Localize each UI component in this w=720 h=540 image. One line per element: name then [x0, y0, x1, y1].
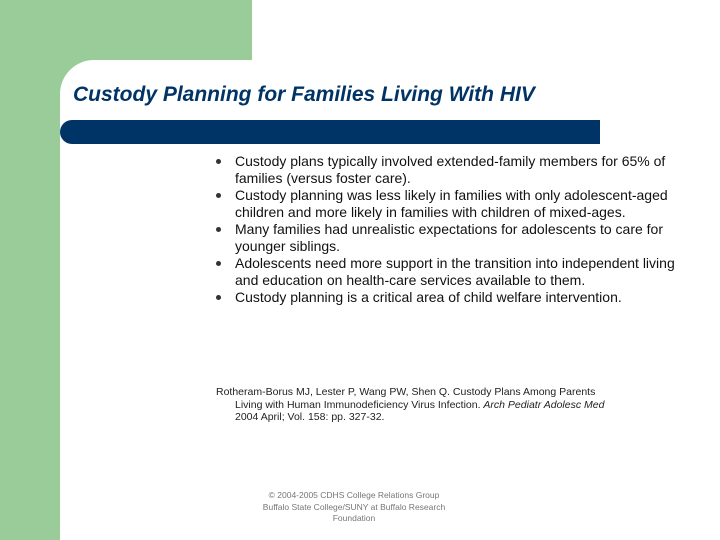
title-underline-bar: [60, 120, 600, 144]
bullet-dot-icon: [216, 227, 221, 232]
bullet-list: [216, 153, 681, 307]
citation-authors-title: Rotheram-Borus MJ, Lester P, Wang PW, Shen Q. Custody Plans Among Parents: [216, 386, 596, 398]
copyright-footer: [234, 490, 474, 525]
citation-details: 2004 April; Vol. 158: pp. 327-32.: [235, 411, 385, 423]
citation-title-text: Living with Human Immunodeficiency Virus Infection.: [235, 398, 484, 411]
citation-reference: [216, 386, 691, 424]
bullet-item: [216, 289, 681, 306]
bullet-item: [216, 153, 681, 186]
slide-title: Custody Planning for Families Living With HIV: [73, 83, 535, 106]
bullet-text: Custody planning is a critical area of child welfare intervention.: [235, 289, 622, 305]
bullet-text: Custody planning was less likely in families with only adolescent-aged children and more likely in families with children of mixed-ages.: [235, 187, 668, 220]
bullet-dot-icon: [216, 295, 221, 300]
bullet-dot-icon: [216, 193, 221, 198]
footer-line: Buffalo State College/SUNY at Buffalo Research: [262, 501, 446, 512]
bullet-dot-icon: [216, 261, 221, 266]
bullet-item: [216, 221, 681, 254]
bullet-text: Custody plans typically involved extended-family members for 65% of families (versus foster care).: [235, 153, 666, 186]
bullet-text: Adolescents need more support in the transition into independent living and education on health-care services available to them.: [235, 255, 675, 288]
footer-line: © 2004-2005 CDHS College Relations Group: [268, 490, 440, 500]
footer-line: Foundation: [332, 513, 376, 523]
citation-title-continued: [216, 399, 691, 412]
bullet-item: [216, 255, 681, 288]
bullet-dot-icon: [216, 159, 221, 164]
bullet-text: Many families had unrealistic expectations for adolescents to care for younger siblings.: [235, 221, 663, 254]
citation-journal: Arch Pediatr Adolesc Med: [483, 398, 605, 411]
bullet-item: [216, 187, 681, 220]
